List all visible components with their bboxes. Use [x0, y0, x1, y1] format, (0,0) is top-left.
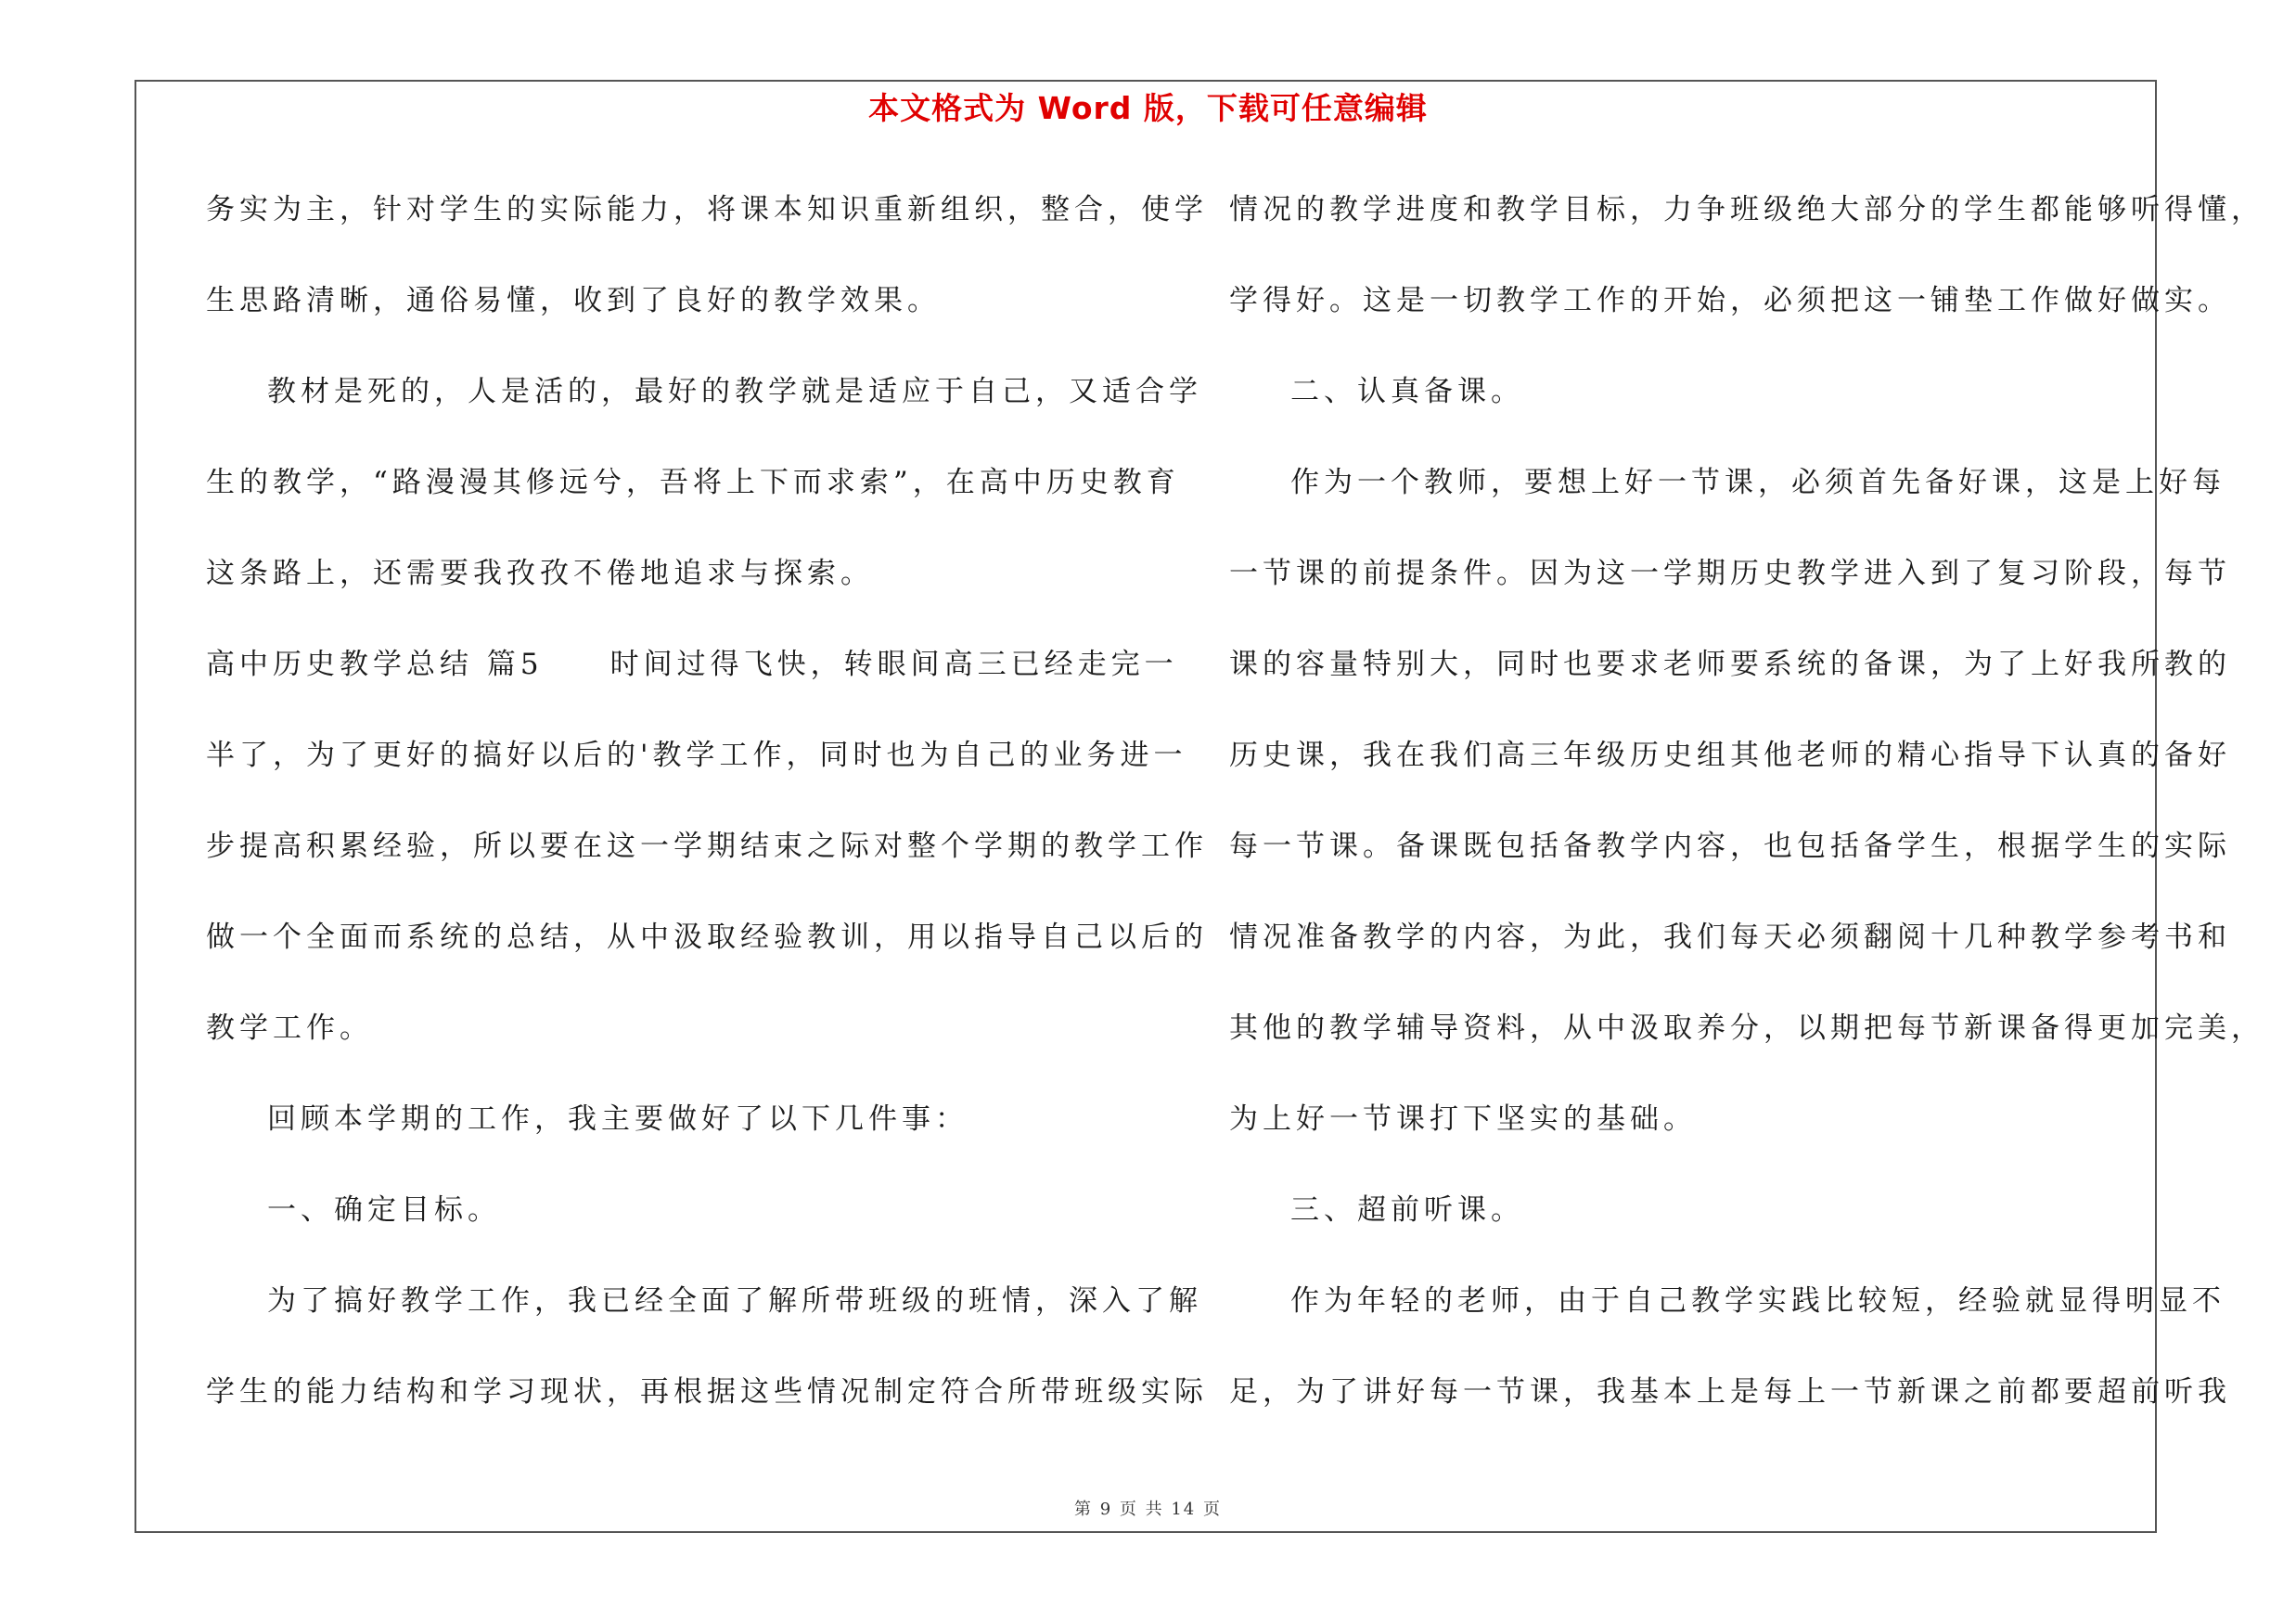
paragraph-line: 一节课的前提条件。因为这一学期历史教学进入到了复习阶段，每节: [1229, 557, 2231, 590]
subheading-line: 一、确定目标。: [267, 1193, 501, 1227]
paragraph-line: 课的容量特别大，同时也要求老师要系统的备课，为了上好我所教的: [1229, 648, 2231, 681]
paragraph-line: 半了，为了更好的搞好以后的'教学工作，同时也为自己的业务进一: [206, 739, 1187, 772]
paragraph-line: 回顾本学期的工作，我主要做好了以下几件事：: [267, 1102, 968, 1136]
paragraph-line: 其他的教学辅导资料，从中汲取养分，以期把每节新课备得更加完美，: [1229, 1011, 2264, 1045]
paragraph-line: 生思路清晰，通俗易懂，收到了良好的教学效果。: [206, 284, 941, 317]
right-column: [1229, 184, 2264, 1457]
paragraph-line: 足，为了讲好每一节课，我基本上是每上一节新课之前都要超前听我: [1229, 1375, 2231, 1409]
section-heading-line: 高中历史教学总结 篇5 时间过得飞快，转眼间高三已经走完一: [206, 648, 1178, 681]
paragraph-line: 情况的教学进度和教学目标，力争班级绝大部分的学生都能够听得懂，: [1229, 193, 2264, 226]
paragraph-line: 每一节课。备课既包括备教学内容，也包括备学生，根据学生的实际: [1229, 830, 2231, 863]
page-number-footer: 第 9 页 共 14 页: [1074, 1500, 1222, 1519]
paragraph-line: 做一个全面而系统的总结，从中汲取经验教训，用以指导自己以后的: [206, 921, 1208, 954]
paragraph-line: 作为一个教师，要想上好一节课，必须首先备好课，这是上好每: [1290, 466, 2225, 499]
paragraph-line: 教学工作。: [206, 1011, 373, 1045]
paragraph-line: 教材是死的，人是活的，最好的教学就是适应于自己，又适合学: [267, 375, 1202, 408]
paragraph-line: 历史课，我在我们高三年级历史组其他老师的精心指导下认真的备好: [1229, 739, 2231, 772]
paragraph-line: 为了搞好教学工作，我已经全面了解所带班级的班情，深入了解: [267, 1284, 1202, 1318]
subheading-line: 三、超前听课。: [1290, 1193, 1524, 1227]
paragraph-line: 情况准备教学的内容，为此，我们每天必须翻阅十几种教学参考书和: [1229, 921, 2231, 954]
paragraph-line: 学生的能力结构和学习现状，再根据这些情况制定符合所带班级实际: [206, 1375, 1208, 1409]
word-format-banner: 本文格式为 Word 版，下载可任意编辑: [868, 90, 1428, 126]
paragraph-line: 为上好一节课打下坚实的基础。: [1229, 1102, 1697, 1136]
paragraph-line: 作为年轻的老师，由于自己教学实践比较短，经验就显得明显不: [1290, 1284, 2225, 1318]
left-column: [206, 184, 1208, 1457]
subheading-line: 二、认真备课。: [1290, 375, 1524, 408]
paragraph-line: 生的教学，“路漫漫其修远兮，吾将上下而求索”，在高中历史教育: [206, 466, 1180, 499]
paragraph-line: 步提高积累经验，所以要在这一学期结束之际对整个学期的教学工作: [206, 830, 1208, 863]
paragraph-line: 这条路上，还需要我孜孜不倦地追求与探索。: [206, 557, 874, 590]
paragraph-line: 务实为主，针对学生的实际能力，将课本知识重新组织，整合，使学: [206, 193, 1208, 226]
paragraph-line: 学得好。这是一切教学工作的开始，必须把这一铺垫工作做好做实。: [1229, 284, 2231, 317]
